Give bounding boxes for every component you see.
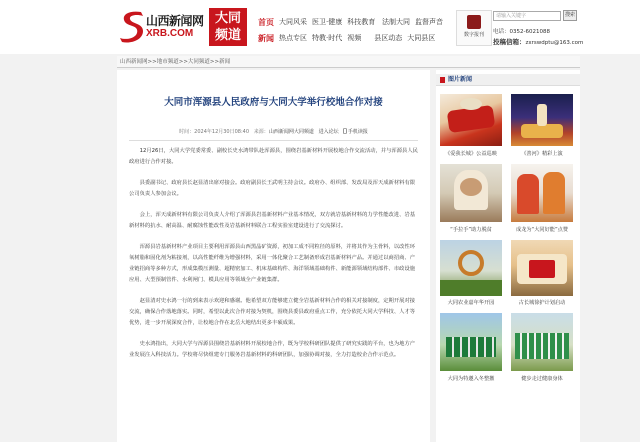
email-value[interactable]: zxrswdptu@163.com [525,40,584,46]
photo-news-sidebar [436,70,580,442]
forum-link[interactable]: 进入论坛 [318,129,339,135]
search-input[interactable]: 请输入关键字 [493,11,561,21]
article-paragraph: 会上，浑天成新材料有限公司负责人介绍了浑源县岩基新材料产业基本情况，双方就岩基新材料的力学性能改进、岩基新材料的抗水、耐高温、耐腐蚀性能改性及岩基新材料联合工程实验室建设进行了交流探讨。 [129,212,416,229]
article-body [129,146,418,371]
logo-domain[interactable]: XRB.COM [146,28,194,39]
article-title: 大同市浑源县人民政府与大同大学举行校地合作对接 [164,97,383,108]
nav-law[interactable]: 法制大同 [382,18,410,26]
article-source: 山西新闻网大同频道 [268,129,314,135]
logo-text[interactable]: 山西新闻网 [146,14,204,28]
article-paragraph: 史水鸿指出，大同大学与浑源县围绕岩基新材料开展校地合作，既为学校科研团队提供了研究实践的平台，也为地方产业发展注入科技活力。学校将尽快组建专门服务岩基新材料的科研团队，加强协调对接，全力打造校企合作示范点。 [129,341,416,358]
epaper-link[interactable] [456,10,492,46]
nav-datong-style[interactable]: 大同风采 [279,18,307,26]
newspaper-icon [467,15,481,29]
nav-news[interactable]: 新闻 [258,33,274,43]
logo-s-icon[interactable] [117,8,147,44]
photo-thumb-8[interactable] [511,313,573,371]
photo-caption[interactable]: 大同农业嘉年华开园 [447,300,495,306]
photo-thumb-7[interactable] [440,313,502,371]
photo-caption[interactable]: 《爱我长城》公益巡映 [445,151,497,157]
contact-email [493,37,583,46]
nav-health[interactable]: 医卫·健康 [312,18,343,26]
nav-video[interactable]: 视频 [347,34,362,42]
photo-caption[interactable]: 成龙为“大同好能”点赞 [515,227,569,233]
article-paragraph: 赵显清对史水鸿一行的到来表示欢迎和感谢。他希望双方能够建立健全岩基新材料合作的相关对接制度，定期开展对接交流，确保合作落地落实。同时，希望以此次合作对接为契机，围绕县委县政府重点工作，充分依托大同大学科技、人才等优势，进一步开展深度合作，让校地合作在北岳大地结出更多丰硕成果。 [129,298,416,326]
channel-logo-line1: 大同 [214,11,241,26]
sidebar-header [436,74,580,86]
bullet-icon [440,77,445,83]
channel-logo-line2: 频道 [214,28,241,43]
main-nav [258,14,448,46]
photo-thumb-5[interactable] [440,240,502,296]
contact-phone: 电话：0352-6021088 [493,29,550,35]
photo-caption[interactable]: 古长城徐护计划启动 [518,300,566,306]
photo-caption[interactable]: 健步走过健康身体 [521,376,563,382]
article-paragraph: 浑源县岩基新材料产业项目主要利用浑源县山西黑晶矿资源，初加工成不同粒径的原料，并将其作为主骨料，以改性环氧树脂和固化剂为粘接剂，以高性能纤维为增强材料，采用一体化聚合工艺制备形成岩基新材料产品。并通过以商招商、产业链招商等多种方式，形成集模压测量、超精密加工、机床基础构件、海洋领域基础构件、新能源领域结构部件、市政设施应用、大型预制管件、水利闸门、模具应用等领域全产业链集群。 [129,244,416,283]
nav-hot-topics[interactable]: 热点专区 [279,34,307,42]
article-paragraph: 12月26日，大同大学党委常委、副校长史水鸿带队赴浑源县，围绕岩基新材料开展校地合作交流活动，并与浑源县人民政府进行合作对接。 [129,148,418,165]
photo-caption[interactable]: “手拉手”助力脱贫 [450,227,492,233]
sidebar-title: 图片新闻 [448,76,473,83]
nav-supervision[interactable]: 监督声音 [415,18,443,26]
article [117,70,430,442]
photo-thumb-3[interactable] [440,164,502,222]
channel-logo[interactable] [209,8,247,46]
epaper-label: 数字报刊 [463,32,484,38]
nav-special[interactable]: 特教·时代 [312,34,343,42]
photo-thumb-2[interactable] [511,94,573,146]
divider [129,140,418,141]
photo-thumb-4[interactable] [511,164,573,222]
article-paragraph: 县委副书记、政府县长赵显清出席对接会。政府副县长王武明主持会议。政府办、组织部、发改局及浑天成新材料有限公司负责人参加会议。 [129,180,416,197]
photo-thumb-1[interactable] [440,94,502,146]
mobile-read-link[interactable] [342,129,368,135]
mobile-read-label: 手机读报 [347,129,368,135]
photo-thumb-6[interactable] [511,240,573,296]
nav-counties[interactable]: 大同县区 [407,34,436,42]
photo-caption[interactable]: 大同为特邀入冬整撤 [447,376,495,382]
nav-row-1 [258,14,448,30]
article-source-label: 来源： [253,129,269,135]
nav-home[interactable]: 首页 [258,17,274,27]
site-header [0,0,640,54]
article-time: 时间：2024年12月30日08:40 [179,129,250,135]
nav-education[interactable]: 科技教育 [347,18,376,26]
photo-caption[interactable]: 《善河》精彩上演 [521,151,563,157]
article-meta [117,128,430,135]
search-button[interactable]: 搜索 [563,10,577,21]
nav-county-news[interactable]: 县区动态 [374,34,403,42]
nav-row-2 [258,30,448,46]
email-label: 投稿信箱： [493,38,526,46]
breadcrumb[interactable]: 山西新闻网>>地市频道>>大同频道>>新闻 [117,56,580,68]
